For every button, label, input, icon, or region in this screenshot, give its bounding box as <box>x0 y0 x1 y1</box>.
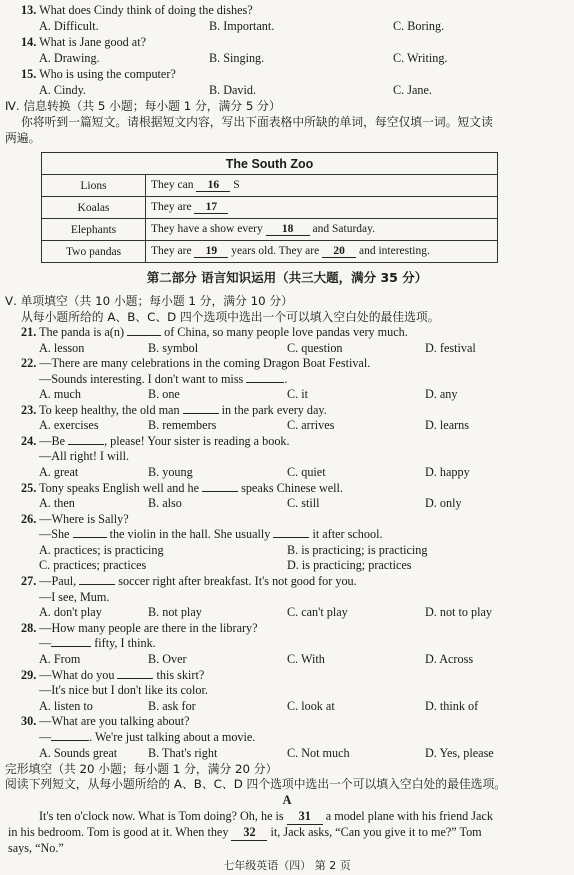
part-2-heading: 第二部分 语言知识运用（共三大题，满分 35 分） <box>146 270 428 285</box>
option-b: B. Important. <box>209 19 275 33</box>
option-c: C. practices; practices <box>39 558 147 572</box>
answer-blank <box>73 537 107 538</box>
option-b: B. Singing. <box>209 51 265 65</box>
option-b: B. not play <box>148 605 202 619</box>
passage-line: in his bedroom. Tom is good at it. When they 32 it, Jack asks, “Can you give it to me?” Tom <box>8 825 482 839</box>
answer-blank: 18 <box>266 223 310 236</box>
table-title: The South Zoo <box>42 153 498 175</box>
answer-blank <box>117 678 153 679</box>
option-a: A. Sounds great <box>39 746 118 760</box>
option-b: B. is practicing; is practicing <box>287 543 428 557</box>
section-5-instruction: 从每小题所给的 A、B、C、D 四个选项中选出一个可以填入空白处的最佳选项。 <box>21 310 440 324</box>
answer-blank <box>68 444 104 445</box>
option-b: B. one <box>148 387 180 401</box>
answer-blank: 31 <box>287 809 323 825</box>
question-28: 28. —How many people are there in the library? <box>21 621 258 635</box>
section-4-title: Ⅳ. 信息转换（共 5 小题；每小题 1 分，满分 5 分） <box>5 99 281 113</box>
question-29: 29. —What do you this skirt? <box>21 668 205 682</box>
table-row: Elephants They have a show every 18 and Saturday. <box>42 219 498 241</box>
option-c: C. Boring. <box>393 19 445 33</box>
option-a: A. exercises <box>39 418 99 432</box>
option-d: D. not to play <box>425 605 493 619</box>
option-a: A. listen to <box>39 699 93 713</box>
option-a: A. lesson <box>39 341 85 355</box>
option-d: D. happy <box>425 465 470 479</box>
answer-blank <box>79 584 115 585</box>
option-d: D. Across <box>425 652 474 666</box>
option-b: B. David. <box>209 83 257 97</box>
option-c: C. Jane. <box>393 83 432 97</box>
option-d: D. learns <box>425 418 469 432</box>
question-26: 26. —Where is Sally? <box>21 512 129 526</box>
option-b: B. symbol <box>148 341 199 355</box>
answer-blank <box>246 382 284 383</box>
question-14: 14. What is Jane good at? <box>21 35 147 49</box>
question-21: 21. The panda is a(n) of China, so many people love pandas very much. <box>21 325 408 339</box>
question-27: 27. —Paul, soccer right after breakfast. It's not good for you. <box>21 574 357 588</box>
answer-blank: 17 <box>194 201 228 214</box>
table-row: Lions They can 16 S <box>42 175 498 197</box>
answer-blank: 32 <box>231 825 267 841</box>
question-24: 24. —Be , please! Your sister is reading a book. <box>21 434 290 448</box>
answer-blank <box>273 537 309 538</box>
answer-blank <box>51 646 91 647</box>
table-row: Koalas They are 17 <box>42 197 498 219</box>
option-a: A. Difficult. <box>39 19 99 33</box>
question-25: 25. Tony speaks English well and he speaks Chinese well. <box>21 481 343 495</box>
option-a: A. Cindy. <box>39 83 86 97</box>
option-b: B. young <box>148 465 193 479</box>
section-6-title: 完形填空（共 20 小题；每小题 1 分，满分 20 分） <box>5 762 278 776</box>
option-a: A. From <box>39 652 81 666</box>
option-c: C. look at <box>287 699 335 713</box>
option-d: D. any <box>425 387 458 401</box>
option-d: D. only <box>425 496 462 510</box>
answer-blank <box>183 413 219 414</box>
option-c: C. question <box>287 341 343 355</box>
option-a: A. Drawing. <box>39 51 100 65</box>
option-a: A. great <box>39 465 79 479</box>
question-22: 22. —There are many celebrations in the coming Dragon Boat Festival. <box>21 356 371 370</box>
passage-label: A <box>282 793 292 807</box>
section-5-title: Ⅴ. 单项填空（共 10 小题；每小题 1 分，满分 10 分） <box>5 294 293 308</box>
zoo-table <box>41 152 498 263</box>
option-d: D. is practicing; practices <box>287 558 412 572</box>
option-a: A. then <box>39 496 75 510</box>
answer-blank <box>51 740 89 741</box>
option-b: B. remembers <box>148 418 217 432</box>
answer-blank: 19 <box>194 245 228 258</box>
table-row: Two pandas They are 19 years old. They are 20 and interesting. <box>42 241 498 263</box>
option-c: C. quiet <box>287 465 326 479</box>
passage-line: It's ten o'clock now. What is Tom doing? Oh, he is 31 a model plane with his friend Jack <box>39 809 493 823</box>
option-b: B. Over <box>148 652 187 666</box>
option-a: A. practices; is practicing <box>39 543 164 557</box>
option-b: B. That's right <box>148 746 218 760</box>
answer-blank: 20 <box>322 245 356 258</box>
option-c: C. it <box>287 387 308 401</box>
section-4-instruction: 你将听到一篇短文。请根据短文内容，写出下面表格中所缺的单词，每空仅填一词。短文读 <box>21 115 493 129</box>
answer-blank: 16 <box>196 179 230 192</box>
question-23: 23. To keep healthy, the old man in the park every day. <box>21 403 327 417</box>
answer-blank <box>202 491 238 492</box>
option-c: C. With <box>287 652 325 666</box>
option-c: C. still <box>287 496 320 510</box>
passage-line: says, “No.” <box>8 841 64 855</box>
option-d: D. Yes, please <box>425 746 494 760</box>
option-d: D. festival <box>425 341 476 355</box>
option-c: C. Writing. <box>393 51 448 65</box>
option-b: B. ask for <box>148 699 196 713</box>
option-b: B. also <box>148 496 182 510</box>
page-footer: 七年级英语（四） 第 2 页 <box>223 859 351 872</box>
option-c: C. can't play <box>287 605 348 619</box>
option-a: A. much <box>39 387 81 401</box>
section-6-instruction: 阅读下列短文，从每小题所给的 A、B、C、D 四个选项中选出一个可以填入空白处的最佳选项。 <box>5 777 507 791</box>
section-4-instruction-cont: 两遍。 <box>5 131 41 145</box>
question-13: 13. What does Cindy think of doing the dishes? <box>21 3 253 17</box>
option-a: A. don't play <box>39 605 102 619</box>
option-d: D. think of <box>425 699 479 713</box>
question-15: 15. Who is using the computer? <box>21 67 176 81</box>
answer-blank <box>127 335 161 336</box>
option-c: C. arrives <box>287 418 335 432</box>
option-c: C. Not much <box>287 746 350 760</box>
question-30: 30. —What are you talking about? <box>21 714 190 728</box>
